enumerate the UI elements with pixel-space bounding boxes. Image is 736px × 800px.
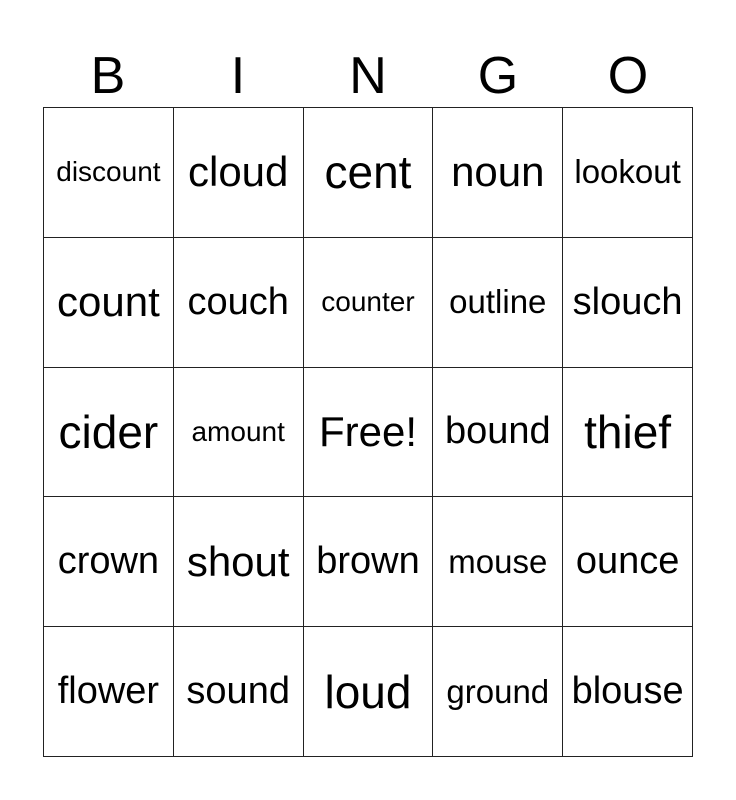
- bingo-cell[interactable]: ground: [433, 627, 563, 757]
- bingo-cell[interactable]: brown: [304, 497, 434, 627]
- header-letter-b: B: [90, 47, 126, 105]
- bingo-cell[interactable]: crown: [44, 497, 174, 627]
- bingo-cell[interactable]: slouch: [563, 238, 693, 368]
- bingo-cell[interactable]: shout: [174, 497, 304, 627]
- bingo-cell[interactable]: blouse: [563, 627, 693, 757]
- bingo-cell[interactable]: loud: [304, 627, 434, 757]
- bingo-cell[interactable]: amount: [174, 368, 304, 498]
- bingo-cell[interactable]: mouse: [433, 497, 563, 627]
- bingo-cell[interactable]: lookout: [563, 108, 693, 238]
- bingo-cell[interactable]: noun: [433, 108, 563, 238]
- bingo-cell[interactable]: couch: [174, 238, 304, 368]
- header-letter-o: O: [607, 47, 649, 105]
- bingo-cell[interactable]: count: [44, 238, 174, 368]
- free-space-cell[interactable]: Free!: [304, 368, 434, 498]
- header-letter-g: G: [477, 47, 519, 105]
- bingo-cell[interactable]: sound: [174, 627, 304, 757]
- header-letter-i: I: [230, 47, 246, 105]
- bingo-cell[interactable]: cider: [44, 368, 174, 498]
- bingo-header: [43, 45, 693, 107]
- bingo-cell[interactable]: cloud: [174, 108, 304, 238]
- bingo-cell[interactable]: ounce: [563, 497, 693, 627]
- bingo-cell[interactable]: discount: [44, 108, 174, 238]
- header-letter-n: N: [349, 47, 387, 105]
- bingo-cell[interactable]: cent: [304, 108, 434, 238]
- bingo-cell[interactable]: bound: [433, 368, 563, 498]
- bingo-cell[interactable]: counter: [304, 238, 434, 368]
- bingo-cell[interactable]: thief: [563, 368, 693, 498]
- bingo-cell[interactable]: flower: [44, 627, 174, 757]
- bingo-cell[interactable]: outline: [433, 238, 563, 368]
- bingo-board: [43, 107, 693, 757]
